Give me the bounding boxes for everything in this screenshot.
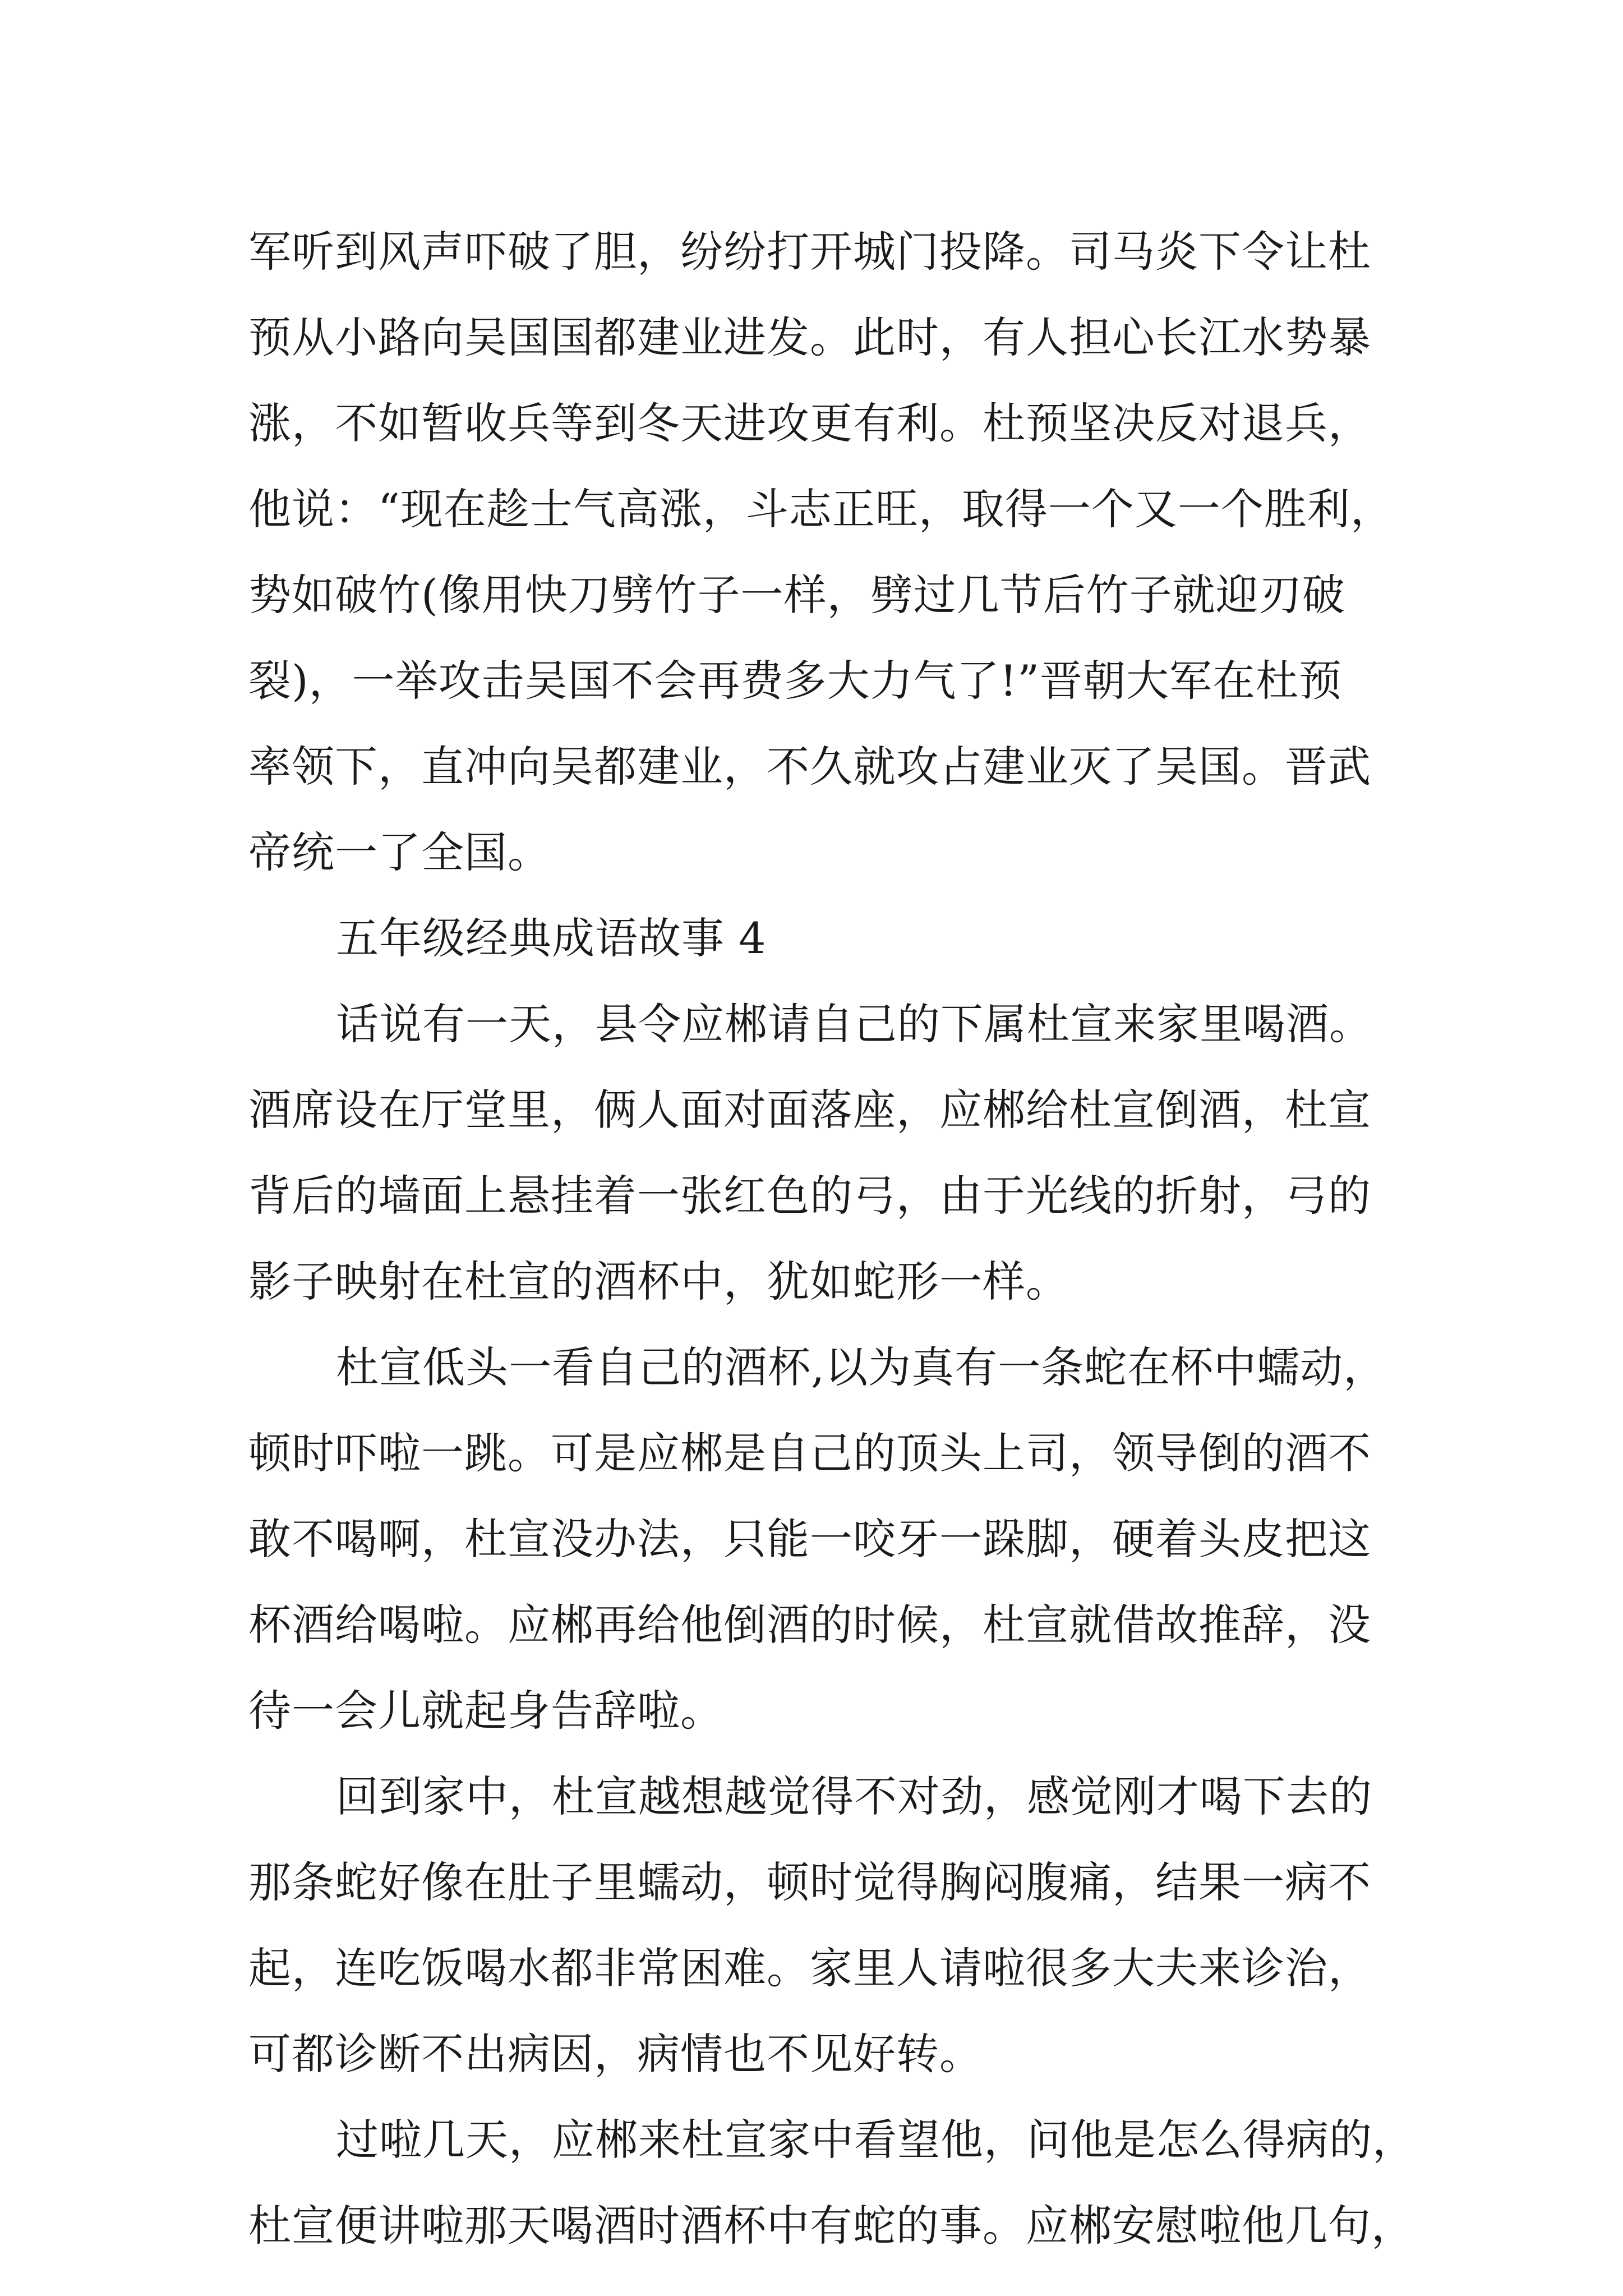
text-line-2: 预从小路向吴国国都建业进发。此时，有人担心长江水势暴 xyxy=(248,312,1371,362)
text-line-24: 杜宣便讲啦那天喝酒时酒杯中有蛇的事。应郴安慰啦他几句， xyxy=(248,2201,1414,2251)
text-line-22: 可都诊断不出病因，病情也不见好转。 xyxy=(248,2029,983,2079)
text-line-23: 过啦几天，应郴来杜宣家中看望他，问他是怎么得病的， xyxy=(336,2115,1415,2165)
text-line-11: 酒席设在厅堂里，俩人面对面落座，应郴给杜宣倒酒，杜宣 xyxy=(248,1085,1371,1135)
text-line-14: 杜宣低头一看自己的酒杯,以为真有一条蛇在杯中蠕动， xyxy=(336,1342,1387,1392)
text-line-20: 那条蛇好像在肚子里蠕动，顿时觉得胸闷腹痛，结果一病不 xyxy=(248,1857,1371,1907)
text-line-4: 他说：“现在趁士气高涨，斗志正旺，取得一个又一个胜利， xyxy=(248,484,1394,534)
text-line-17: 杯酒给喝啦。应郴再给他倒酒的时候，杜宣就借故推辞，没 xyxy=(248,1600,1371,1650)
section-heading: 五年级经典成语故事 4 xyxy=(336,913,767,963)
text-line-5: 势如破竹(像用快刀劈竹子一样，劈过几节后竹子就迎刃破 xyxy=(248,570,1345,620)
text-line-13: 影子映射在杜宣的酒杯中，犹如蛇形一样。 xyxy=(248,1257,1069,1306)
text-line-10: 话说有一天，县令应郴请自己的下属杜宣来家里喝酒。 xyxy=(336,999,1372,1049)
text-line-19: 回到家中，杜宣越想越觉得不对劲，感觉刚才喝下去的 xyxy=(336,1772,1372,1821)
text-line-21: 起，连吃饭喝水都非常困难。家里人请啦很多大夫来诊治， xyxy=(248,1943,1371,1993)
text-line-1: 军听到风声吓破了胆，纷纷打开城门投降。司马炎下令让杜 xyxy=(248,227,1371,277)
text-line-8: 帝统一了全国。 xyxy=(248,827,551,877)
text-line-3: 涨，不如暂收兵等到冬天进攻更有利。杜预坚决反对退兵， xyxy=(248,398,1371,448)
text-line-16: 敢不喝啊，杜宣没办法，只能一咬牙一跺脚，硬着头皮把这 xyxy=(248,1514,1371,1564)
text-line-12: 背后的墙面上悬挂着一张红色的弓，由于光线的折射，弓的 xyxy=(248,1171,1371,1221)
body-text xyxy=(248,209,1415,2269)
text-line-18: 待一会儿就起身告辞啦。 xyxy=(248,1686,723,1736)
text-line-6: 裂)，一举攻击吴国不会再费多大力气了!”晋朝大军在杜预 xyxy=(248,656,1343,706)
text-line-7: 率领下，直冲向吴都建业，不久就攻占建业灭了吴国。晋武 xyxy=(248,742,1371,792)
text-line-15: 顿时吓啦一跳。可是应郴是自己的顶头上司，领导倒的酒不 xyxy=(248,1428,1371,1478)
